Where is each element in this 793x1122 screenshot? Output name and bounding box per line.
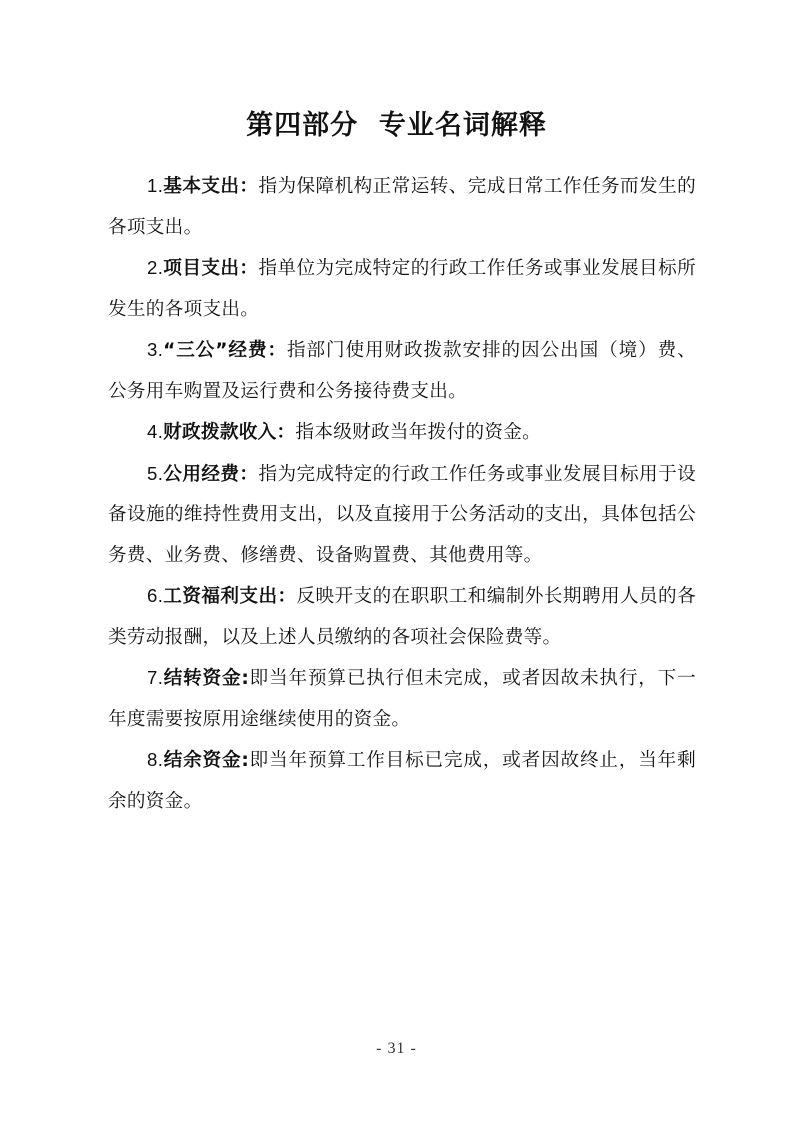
item-text: 指为保障机构正常运转、完成日常工作任务而发生的各项支出。 xyxy=(108,176,696,238)
item-term: 公用经费： xyxy=(163,463,259,485)
item-text: 指本级财政当年拨付的资金。 xyxy=(295,422,542,443)
definition-item-three-public-funds xyxy=(108,330,696,412)
item-term: 结余资金: xyxy=(163,750,250,771)
item-number: 6. xyxy=(147,585,164,606)
item-term: 项目支出： xyxy=(163,258,259,279)
definition-item-project-expenditure xyxy=(108,248,696,330)
item-text: 指部门使用财政拨款安排的因公出国（境）费、公务用车购置及运行费和公务接待费支出。 xyxy=(108,340,696,402)
item-number: 3. xyxy=(147,339,164,360)
item-text: 指单位为完成特定的行政工作任务或事业发展目标所发生的各项支出。 xyxy=(108,258,696,320)
item-number: 5. xyxy=(147,462,164,484)
item-number: 2. xyxy=(147,257,164,278)
item-term: 工资福利支出： xyxy=(163,586,297,607)
definitions-list xyxy=(108,166,696,822)
definition-item-salary-welfare xyxy=(108,576,696,658)
definition-item-basic-expenditure xyxy=(108,166,696,248)
definition-item-fiscal-appropriation-income xyxy=(108,412,696,454)
item-number: 1. xyxy=(147,175,164,196)
definition-item-public-funds xyxy=(108,454,696,577)
item-term: 财政拨款收入： xyxy=(163,422,296,443)
item-text: 即当年预算工作目标已完成，或者因故终止，当年剩余的资金。 xyxy=(108,750,696,812)
item-term: 基本支出： xyxy=(163,176,259,197)
page-title: 第四部分 专业名词解释 xyxy=(246,110,547,141)
item-term: “三公”经费： xyxy=(163,340,287,361)
item-text: 反映开支的在职职工和编制外长期聘用人员的各类劳动报酬，以及上述人员缴纳的各项社会保险费等。 xyxy=(108,586,696,648)
item-number: 8. xyxy=(147,749,164,770)
item-term: 结转资金: xyxy=(163,668,250,689)
item-number: 4. xyxy=(147,421,164,442)
page-number: - 31 - xyxy=(376,1040,417,1057)
definition-item-carryover-funds xyxy=(108,658,696,740)
item-text: 即当年预算已执行但未完成，或者因故未执行，下一年度需要按原用途继续使用的资金。 xyxy=(108,668,696,730)
item-text: 指为完成特定的行政工作任务或事业发展目标用于设备设施的维持性费用支出，以及直接用于公务活动的支出，具体包括公务费、业务费、修缮费、设备购置费、其他费用等。 xyxy=(108,463,696,566)
item-number: 7. xyxy=(147,667,164,688)
definition-item-surplus-funds xyxy=(108,740,696,822)
